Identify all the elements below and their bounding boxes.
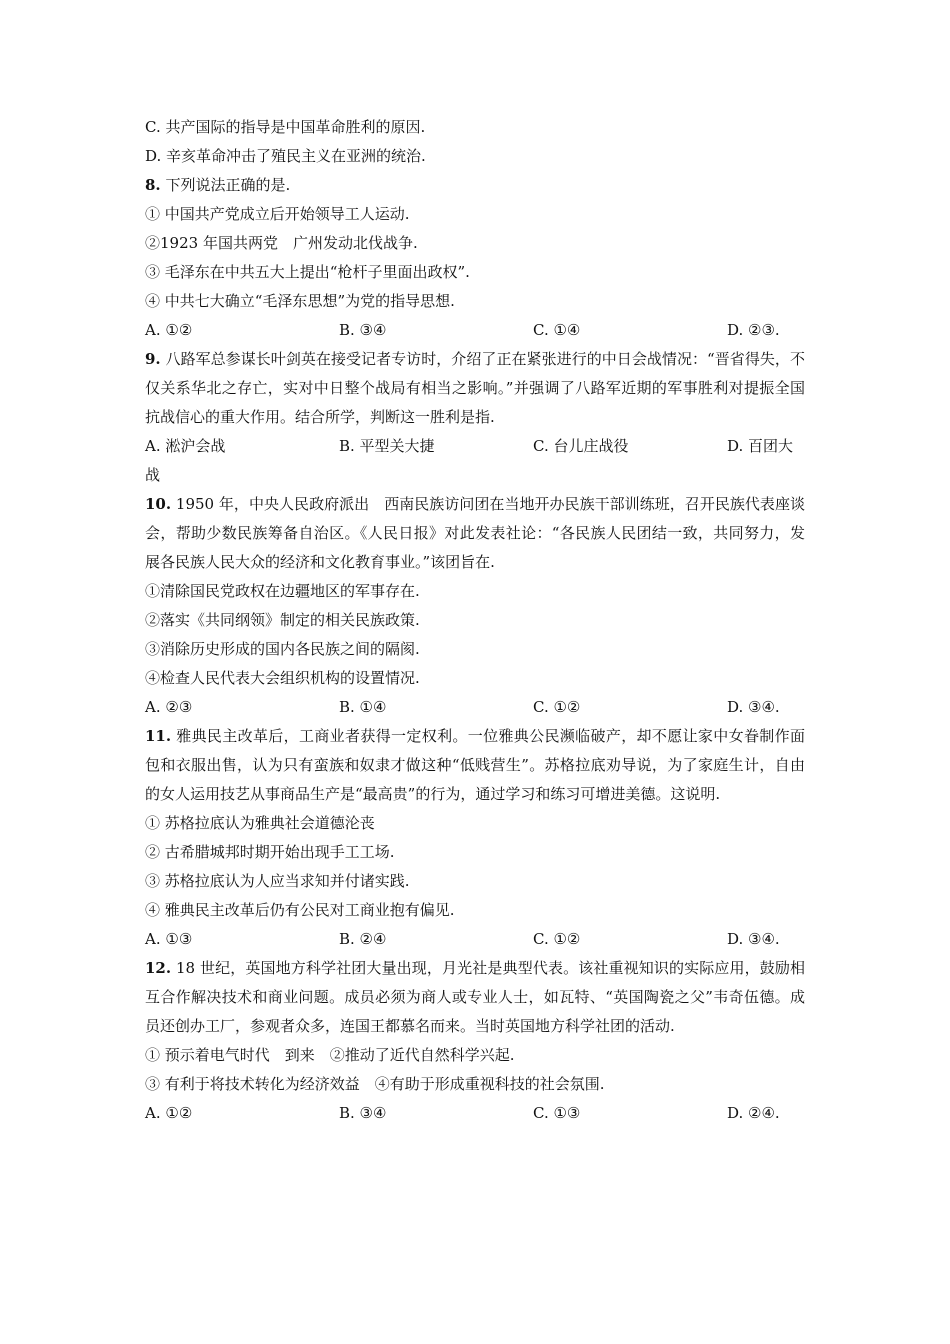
q7-option-c: C. 共产国际的指导是中国革命胜利的原因. [145, 118, 426, 136]
q9-stem-text: 八路军总参谋长叶剑英在接受记者专访时，介绍了正在紧张进行的中日会战情况：“晋省得失，不仅关系华北之存亡，实对中日整个战局有相当之影响。”并强调了八路军近期的军事胜利对提振全国抗战信心的重大作用。结合所学，判断这一胜利是指. [145, 350, 805, 426]
q11-option-a: A. ①③ [145, 930, 193, 948]
q9-option-a: A. 淞沪会战 [145, 437, 226, 455]
q10-options [145, 693, 805, 722]
q11-number: 11. [145, 727, 172, 745]
q12-options [145, 1099, 805, 1128]
q10-option-a: A. ②③ [145, 698, 193, 716]
q11-item-4: ④ 雅典民主改革后仍有公民对工商业抱有偏见. [145, 901, 455, 919]
q9-option-d: D. 百团大 [727, 437, 794, 455]
q7-option-d: D. 辛亥革命冲击了殖民主义在亚洲的统治. [145, 147, 426, 165]
q12-option-b: B. ③④ [339, 1104, 387, 1122]
q10-option-c: C. ①② [533, 698, 581, 716]
q8-item-4: ④ 中共七大确立“毛泽东思想”为党的指导思想. [145, 292, 455, 310]
q10-item-2: ②落实《共同纲领》制定的相关民族政策. [145, 611, 420, 629]
q10-item-3: ③消除历史形成的国内各民族之间的隔阂. [145, 640, 420, 658]
q8-item-3: ③ 毛泽东在中共五大上提出“枪杆子里面出政权”. [145, 263, 470, 281]
q8-option-d: D. ②③. [727, 321, 780, 339]
q12-stem-text: 18 世纪，英国地方科学社团大量出现，月光社是典型代表。该社重视知识的实际应用，鼓励相互合作解决技术和商业问题。成员必须为商人或专业人士，如瓦特、“英国陶瓷之父”韦奇伍德。成员还创办工厂，参观者众多，连国王都慕名而来。当时英国地方科学社团的活动. [145, 959, 805, 1035]
q8-option-b: B. ③④ [339, 321, 387, 339]
q12-item-2: ③ 有利于将技术转化为经济效益 ④有助于形成重视科技的社会氛围. [145, 1075, 605, 1093]
exam-content [145, 113, 805, 1128]
q8-options [145, 316, 805, 345]
q9-number: 9. [145, 350, 161, 368]
q9-option-b: B. 平型关大捷 [339, 437, 435, 455]
q11-item-3: ③ 苏格拉底认为人应当求知并付诸实践. [145, 872, 410, 890]
q10-option-b: B. ①④ [339, 698, 387, 716]
q10-stem-text: 1950 年，中央人民政府派出 西南民族访问团在当地开办民族干部训练班，召开民族代表座谈会，帮助少数民族筹备自治区。《人民日报》对此发表社论：“各民族人民团结一致，共同努力，发展各民族人民大众的经济和文化教育事业。”该团旨在. [145, 495, 805, 571]
q11-option-d: D. ③④. [727, 930, 780, 948]
q11-stem [145, 722, 805, 809]
q11-item-2: ② 古希腊城邦时期开始出现手工工场. [145, 843, 395, 861]
q9-options [145, 432, 805, 461]
q10-number: 10. [145, 495, 172, 513]
q8-number: 8. [145, 176, 161, 194]
q12-option-d: D. ②④. [727, 1104, 780, 1122]
q8-item-2: ②1923 年国共两党 广州发动北伐战争. [145, 234, 418, 252]
q8-item-1: ① 中国共产党成立后开始领导工人运动. [145, 205, 410, 223]
q8-option-a: A. ①② [145, 321, 193, 339]
q10-item-1: ①清除国民党政权在边疆地区的军事存在. [145, 582, 420, 600]
q9-option-wrap: 战 [145, 466, 161, 484]
q10-item-4: ④检查人民代表大会组织机构的设置情况. [145, 669, 420, 687]
q9-stem [145, 345, 805, 432]
q10-option-d: D. ③④. [727, 698, 780, 716]
q12-number: 12. [145, 959, 172, 977]
q12-option-a: A. ①② [145, 1104, 193, 1122]
q10-stem [145, 490, 805, 577]
q11-option-c: C. ①② [533, 930, 581, 948]
q8-stem-text: 下列说法正确的是. [165, 176, 291, 194]
q11-options [145, 925, 805, 954]
q11-option-b: B. ②④ [339, 930, 387, 948]
q11-stem-text: 雅典民主改革后，工商业者获得一定权利。一位雅典公民濒临破产，却不愿让家中女眷制作面包和衣服出售，认为只有蛮族和奴隶才做这种“低贱营生”。苏格拉底劝导说，为了家庭生计，自由的女人运用技艺从事商品生产是“最高贵”的行为，通过学习和练习可增进美德。这说明. [145, 727, 805, 803]
q8-option-c: C. ①④ [533, 321, 581, 339]
q9-option-c: C. 台儿庄战役 [533, 437, 629, 455]
q8-stem [145, 171, 805, 200]
q12-stem [145, 954, 805, 1041]
q11-item-1: ① 苏格拉底认为雅典社会道德沦丧 [145, 814, 375, 832]
q12-item-1: ① 预示着电气时代 到来 ②推动了近代自然科学兴起. [145, 1046, 515, 1064]
q12-option-c: C. ①③ [533, 1104, 581, 1122]
